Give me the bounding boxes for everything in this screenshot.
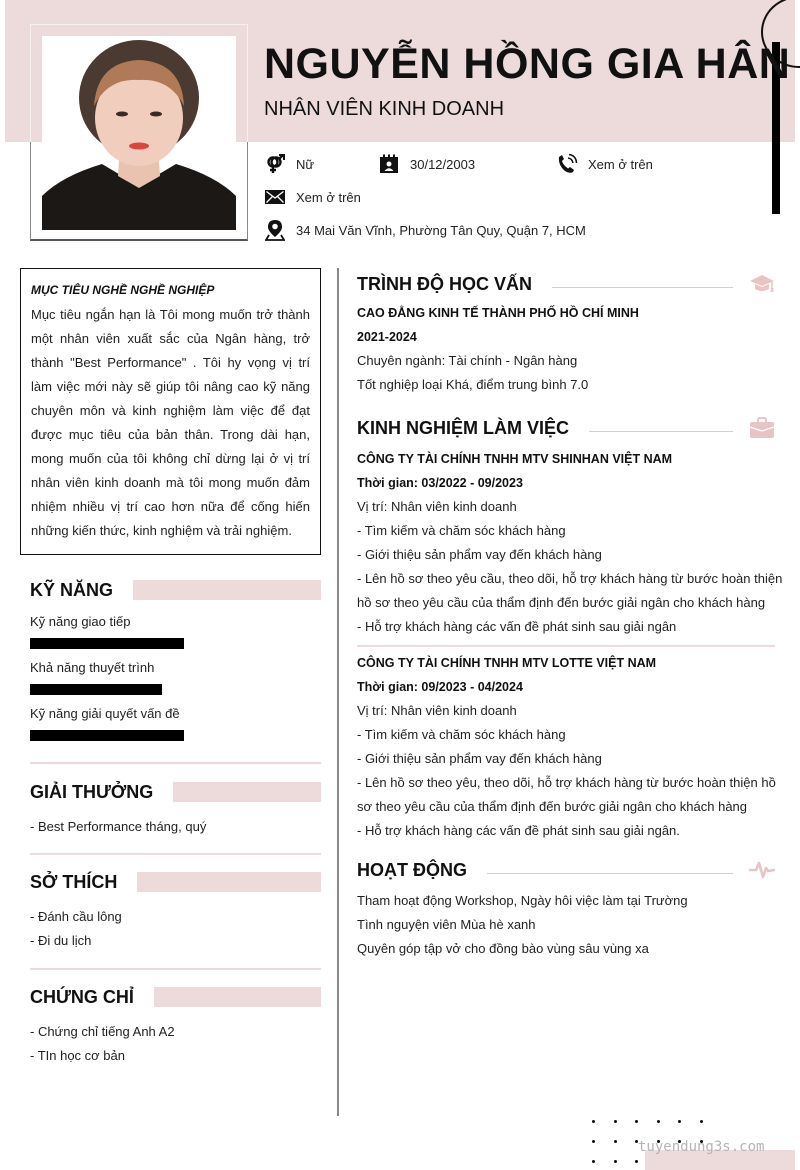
contact-birthday (378, 153, 475, 175)
candidate-name: NGUYỄN HỒNG GIA HÂN (264, 40, 791, 88)
decorative-dot (614, 1160, 617, 1163)
job-line: - Lên hồ sơ theo yêu cầu, theo dõi, hỗ trợ khách hàng từ bước hoàn thiện (357, 571, 783, 586)
skill-bar (30, 638, 184, 649)
portrait-illustration (42, 36, 236, 230)
hobby-item: - Đi du lịch (30, 933, 92, 948)
address-value: 34 Mai Văn Vĩnh, Phường Tân Quy, Quận 7, HCM (296, 222, 586, 238)
gender-icon (264, 153, 286, 175)
decorative-dot (614, 1140, 617, 1143)
education-school: CAO ĐẲNG KINH TẾ THÀNH PHỐ HỒ CHÍ MINH (357, 306, 639, 320)
contact-gender (264, 153, 314, 175)
hobby-item: - Đánh cầu lông (30, 909, 122, 924)
skills-title: KỸ NĂNG (30, 579, 114, 600)
skill-label: Kỹ năng giải quyết vấn đề (30, 706, 180, 721)
graduation-cap-icon (749, 273, 775, 295)
job-line: - Tìm kiếm và chăm sóc khách hàng (357, 523, 566, 538)
education-section (357, 271, 775, 397)
job-entry (357, 447, 783, 639)
activity-item: Quyên góp tập vở cho đồng bào vùng sâu vùng xa (357, 941, 649, 956)
decorative-dot (678, 1120, 681, 1123)
job-title: NHÂN VIÊN KINH DOANH (264, 98, 505, 120)
title-accent-bar (154, 987, 321, 1007)
section-divider (30, 762, 321, 764)
skill-bar-fill (30, 638, 184, 649)
awards-section (30, 781, 321, 839)
birthday-value: 30/12/2003 (410, 156, 476, 172)
certificates-title: CHỨNG CHỈ (30, 986, 134, 1007)
activities-section (357, 857, 775, 961)
job-line: - Hỗ trợ khách hàng các vấn đề phát sinh sau giải ngân. (357, 823, 680, 838)
job-line: - Tìm kiếm và chăm sóc khách hàng (357, 727, 566, 742)
skill-item (30, 613, 321, 649)
decorative-dot (592, 1140, 595, 1143)
column-divider (337, 268, 339, 1116)
certificate-item: - TIn học cơ bản (30, 1048, 125, 1063)
job-line: - Lên hồ sơ theo yêu, theo dõi, hỗ trợ khách hàng từ bước hoàn thiện hồ (357, 775, 776, 790)
title-rule (487, 873, 733, 874)
gender-value: Nữ (296, 156, 315, 172)
skill-bar-fill (30, 730, 184, 741)
job-company: CÔNG TY TÀI CHÍNH TNHH MTV LOTTE VIỆT NAM (357, 656, 657, 670)
activity-item: Tham hoạt động Workshop, Ngày hôi việc làm tại Trường (357, 893, 688, 908)
skill-bar (30, 730, 184, 741)
education-line: Chuyên ngành: Tài chính - Ngân hàng (357, 353, 578, 368)
job-period: Thời gian: 03/2022 - 09/2023 (357, 476, 523, 490)
contact-email (264, 186, 361, 208)
decorative-dot (635, 1120, 638, 1123)
job-divider (357, 645, 775, 647)
education-title: TRÌNH ĐỘ HỌC VẤN (357, 273, 532, 294)
decorative-dot (592, 1120, 595, 1123)
email-value: Xem ở trên (296, 189, 361, 205)
experience-title: KINH NGHIỆM LÀM VIỆC (357, 417, 570, 438)
decorative-dot (635, 1160, 638, 1163)
hobbies-section (30, 871, 321, 953)
objective-title: MỤC TIÊU NGHỀ NGHỀ NGHIỆP (31, 283, 215, 297)
skill-item (30, 659, 321, 695)
skill-bar (30, 684, 184, 695)
job-line: Vị trí: Nhân viên kinh doanh (357, 499, 517, 514)
section-divider (30, 968, 321, 970)
objective-text: Mục tiêu ngắn hạn là Tôi mong muốn trở thành một nhân viên xuất sắc của Ngân hàng, trở thành "Best Performance" . Tôi hy vọng vị trí làm việc mới này sẽ giúp tôi nâng cao kỹ năng chuyên môn và kinh nghiệm làm việc để đạt được mục tiêu của bản thân. Trong dài hạn, mong muốn của tôi không chỉ dừng lại ở vị trí nhân viên kinh doanh mà tôi mong muốn đảm nhiệm nhiều vị trí cao hơn nữa để cống hiến những kiến thức, kinh nghiệm và trải nghiệm. (31, 307, 310, 538)
job-line: - Giới thiệu sản phẩm vay đến khách hàng (357, 547, 602, 562)
title-accent-bar (173, 782, 321, 802)
pulse-icon (749, 859, 775, 881)
mail-icon (264, 186, 286, 208)
job-line: - Hỗ trợ khách hàng các vấn đề phát sinh sau giải ngân (357, 619, 677, 634)
section-divider (30, 853, 321, 855)
briefcase-icon (749, 417, 775, 439)
education-line: Tốt nghiệp loại Khá, điểm trung bình 7.0 (357, 377, 589, 392)
skill-label: Khả năng thuyết trình (30, 660, 155, 675)
decorative-dot (657, 1120, 660, 1123)
job-entry (357, 651, 775, 843)
certificate-item: - Chứng chỉ tiếng Anh A2 (30, 1024, 175, 1039)
job-period: Thời gian: 09/2023 - 04/2024 (357, 680, 523, 694)
title-rule (552, 287, 733, 288)
calendar-icon (378, 153, 400, 175)
activity-item: Tình nguyện viên Mùa hè xanh (357, 917, 536, 932)
certificates-section (30, 986, 321, 1068)
watermark: tuyendung3s.com (638, 1139, 765, 1155)
skill-item (30, 705, 321, 741)
activities-title: HOẠT ĐỘNG (357, 859, 467, 880)
career-objective-box (20, 268, 321, 555)
contact-address (264, 219, 586, 241)
title-accent-bar (137, 872, 321, 892)
title-rule (589, 431, 733, 432)
job-line: Vị trí: Nhân viên kinh doanh (357, 703, 517, 718)
phone-icon (556, 153, 578, 175)
job-company: CÔNG TY TÀI CHÍNH TNHH MTV SHINHAN VIỆT NAM (357, 452, 673, 466)
job-line: hồ sơ theo yêu cầu của thẩm định đến bước giải ngân cho khách hàng (357, 595, 766, 610)
skills-section (30, 579, 321, 751)
contact-phone (556, 153, 653, 175)
experience-section (357, 415, 783, 843)
award-item: - Best Performance tháng, quý (30, 819, 207, 834)
skill-bar-fill (30, 684, 162, 695)
location-icon (264, 219, 286, 241)
decorative-dot (592, 1160, 595, 1163)
phone-value: Xem ở trên (588, 156, 653, 172)
skill-label: Kỹ năng giao tiếp (30, 614, 131, 629)
decorative-dot (700, 1120, 703, 1123)
education-years: 2021-2024 (357, 330, 417, 344)
job-line: - Giới thiệu sản phẩm vay đến khách hàng (357, 751, 602, 766)
job-line: sơ theo yêu cầu của thẩm định đến bước giải ngân cho khách hàng (357, 799, 748, 814)
decorative-dot (614, 1120, 617, 1123)
awards-title: GIẢI THƯỞNG (30, 781, 154, 802)
title-accent-bar (133, 580, 321, 600)
hobbies-title: SỞ THÍCH (30, 871, 118, 892)
profile-photo (42, 36, 236, 230)
